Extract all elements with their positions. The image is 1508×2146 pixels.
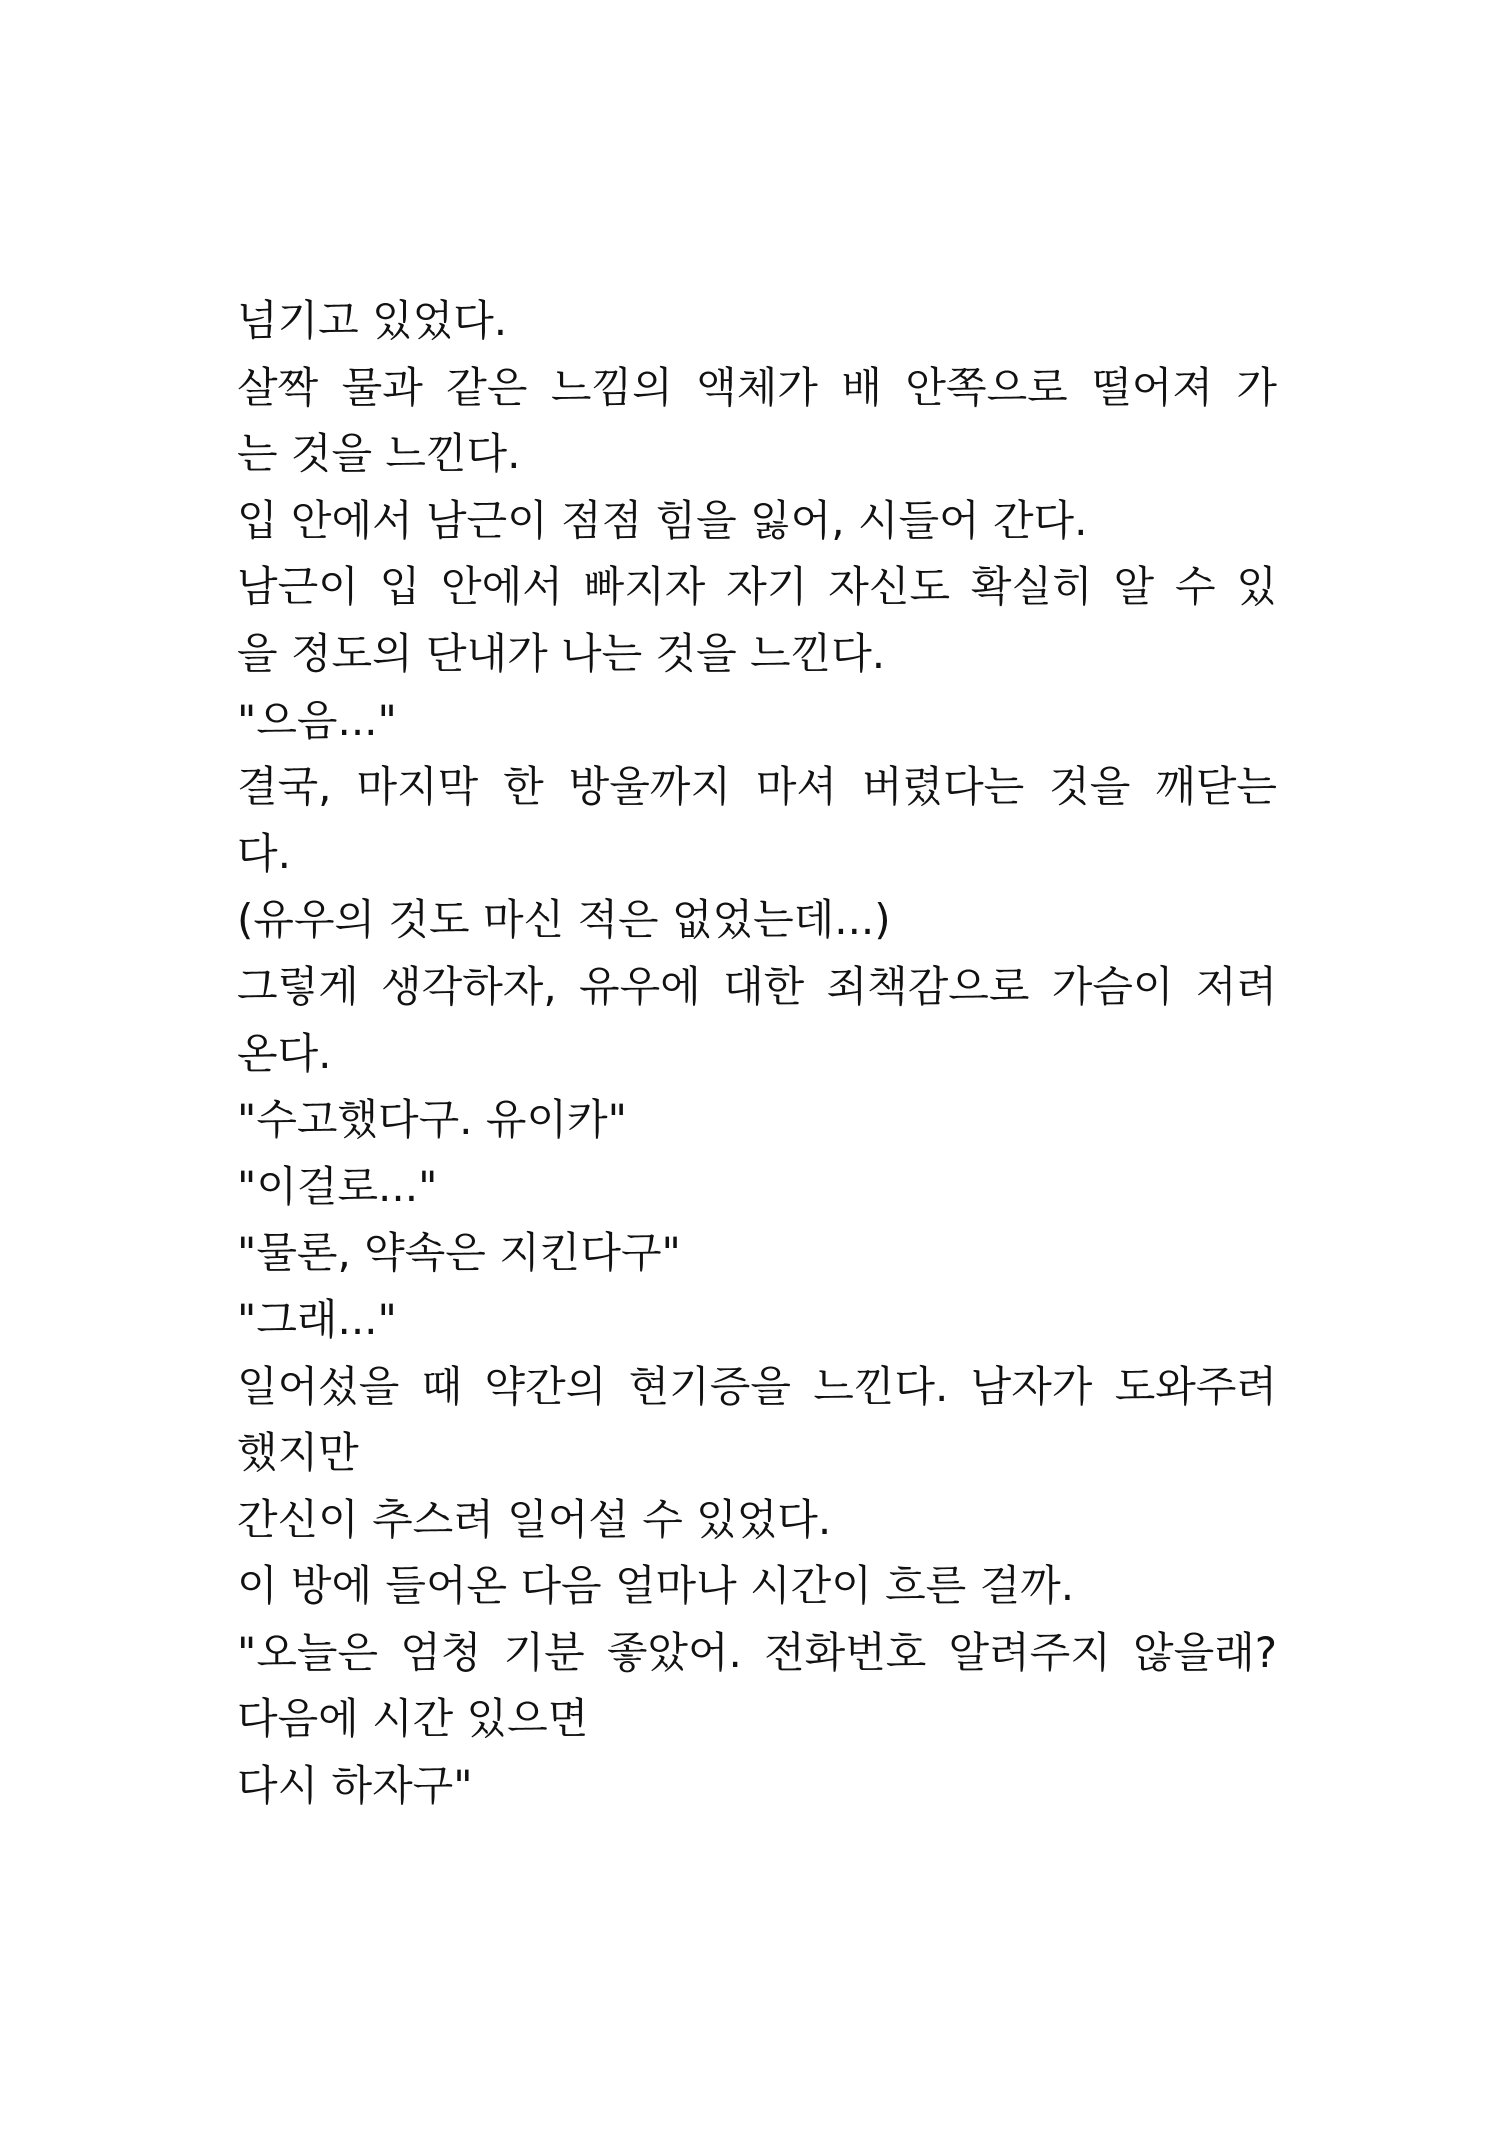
text-line: "오늘은 엄청 기분 좋았어. 전화번호 알려주지 않을래? (237, 1627, 1277, 1677)
text-line: 넘기고 있었다. (237, 296, 508, 345)
body-text (237, 288, 1277, 1820)
text-line: 온다. (237, 1028, 332, 1078)
text-line: "수고했다구. 유이카" (237, 1095, 627, 1145)
text-line: "그래..." (237, 1294, 397, 1344)
text-line: "이걸로..." (237, 1161, 438, 1211)
text-line: 는 것을 느낀다. (237, 429, 521, 479)
text-line: 결국, 마지막 한 방울까지 마셔 버렸다는 것을 깨닫는 (237, 762, 1277, 812)
text-line: 이 방에 들어온 다음 얼마나 시간이 흐른 걸까. (237, 1561, 1075, 1611)
text-line: 다. (237, 828, 291, 878)
text-line: "물론, 약속은 지킨다구" (237, 1228, 681, 1278)
text-line: 남근이 입 안에서 빠지자 자기 자신도 확실히 알 수 있 (237, 562, 1277, 612)
text-line: 다시 하자구" (237, 1761, 473, 1811)
text-line: 그렇게 생각하자, 유우에 대한 죄책감으로 가슴이 저려 (237, 961, 1277, 1011)
text-line: 다음에 시간 있으면 (237, 1694, 589, 1744)
text-line: 했지만 (237, 1428, 359, 1478)
text-line: 간신이 추스려 일어설 수 있었다. (237, 1494, 832, 1544)
text-line: "으음..." (237, 695, 397, 745)
text-line: 일어섰을 때 약간의 현기증을 느낀다. 남자가 도와주려 (237, 1361, 1277, 1411)
text-line: (유우의 것도 마신 적은 없었는데...) (237, 895, 891, 945)
text-line: 을 정도의 단내가 나는 것을 느낀다. (237, 628, 886, 678)
text-line: 입 안에서 남근이 점점 힘을 잃어, 시들어 간다. (237, 495, 1088, 545)
text-line: 살짝 물과 같은 느낌의 액체가 배 안쪽으로 떨어져 가 (237, 362, 1277, 412)
